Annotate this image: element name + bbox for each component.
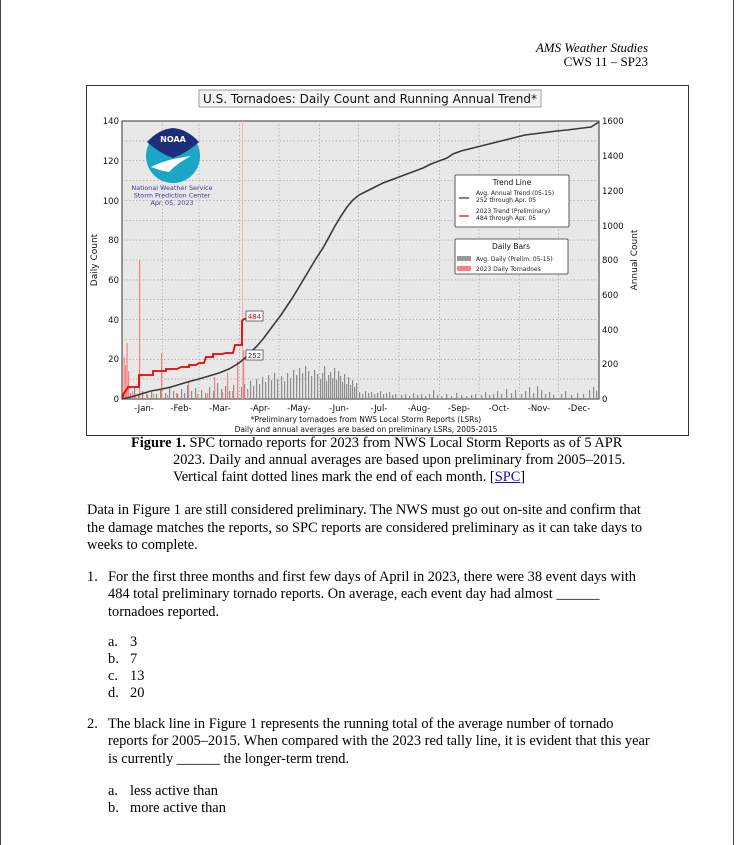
svg-text:-Mar-: -Mar- [209,404,231,414]
svg-text:60: 60 [108,276,119,286]
svg-text:200: 200 [602,360,619,370]
annot-black-text: 252 [247,352,262,360]
question-1-text: For the first three months and first few days of April in 2023, there were 38 event days with 484 total preliminary tornado reports. On average, each event day had almost ______ tornadoes reported. [108,569,636,620]
logo-line-2: Storm Prediction Center [133,191,211,200]
option-letter: a. [108,634,118,650]
svg-text:-Aug-: -Aug- [407,404,431,414]
svg-text:-Jun-: -Jun- [329,404,349,414]
option-text: 20 [130,685,145,701]
noaa-logo-icon [146,128,200,183]
q1-option-a [108,634,144,651]
legend-daily-bars [455,239,568,274]
spc-link[interactable]: SPC [494,469,521,485]
figure-caption [131,435,661,486]
svg-text:-Nov-: -Nov- [527,404,551,414]
question-2 [87,716,657,768]
legend-2023-line2: 484 through Apr. 05 [476,215,537,222]
header-course-code: CWS 11 – SP23 [563,54,648,69]
legend-avg-line2: 252 through Apr. 05 [476,197,537,204]
option-text: 3 [130,634,138,650]
caption-text-first: SPC tornado reports for 2023 from NWS Local Storm Reports as of 5 APR [185,435,623,451]
option-letter: b. [108,800,119,816]
figure-1-chart [86,85,689,436]
q1-option-c [108,668,144,685]
legend-2023-daily: 2023 Daily Tornadoes [476,266,541,273]
svg-text:0: 0 [113,395,119,405]
svg-text:120: 120 [102,157,119,167]
intro-paragraph: Data in Figure 1 are still considered preliminary. The NWS must go out on-site and confirm that the damage matches the reports, so SPC reports are considered preliminary as it can take days to weeks to complete. [87,502,643,553]
legend-bars-title: Daily Bars [491,242,531,251]
annot-red-text: 484 [247,313,262,321]
svg-text:1400: 1400 [602,152,624,162]
legend-trend-title: Trend Line [492,178,532,187]
legend-avg-daily: Avg. Daily (Prelim. 05-15) [476,256,553,263]
svg-text:100: 100 [102,197,119,207]
caption-text-end: ] [520,469,526,485]
question-1-number: 1. [87,569,98,585]
q2-option-b [108,800,226,817]
svg-text:-Sep-: -Sep- [447,404,471,414]
svg-text:-Feb-: -Feb- [170,404,192,414]
question-1 [87,569,657,621]
document-header [536,41,648,69]
svg-text:-Dec-: -Dec- [567,404,591,414]
svg-text:-Jan-: -Jan- [134,404,154,414]
annot-black-box [246,350,263,360]
caption-text-rest: 2023. Daily and annual averages are based upon preliminary from 2005–2015. Vertical faint dotted lines mark the end of each month. [ [173,452,626,485]
svg-text:600: 600 [602,291,619,301]
svg-text:20: 20 [108,355,119,365]
q1-option-d [108,685,144,702]
svg-text:1000: 1000 [602,222,624,232]
logo-line-3: Apr. 05, 2023 [150,199,194,207]
option-letter: b. [108,651,119,667]
svg-text:140: 140 [102,117,119,127]
svg-text:0: 0 [602,395,608,405]
left-axis-ticks [103,117,119,405]
left-axis-label: Daily Count [90,233,100,287]
page-border-right [733,0,734,845]
logo-line-1: National Weather Service [131,184,213,192]
q1-option-b [108,651,144,668]
right-axis-label: Annual Count [630,229,640,291]
right-axis-ticks [602,117,624,405]
option-text: 7 [130,651,138,667]
svg-text:1600: 1600 [602,117,624,127]
svg-text:40: 40 [108,316,119,326]
option-text: less active than [130,783,218,799]
svg-text:80: 80 [108,236,119,246]
svg-text:-Jul-: -Jul- [370,404,388,414]
month-labels [134,404,590,414]
question-2-options [108,783,226,817]
question-2-number: 2. [87,716,98,732]
caption-label: Figure 1. [131,435,186,451]
chart-canvas [87,86,688,435]
noaa-logo-text: NOAA [160,135,186,144]
option-letter: d. [108,685,119,701]
question-1-options [108,634,144,702]
svg-text:400: 400 [602,326,619,336]
annot-red-box [246,311,263,321]
option-letter: a. [108,783,118,799]
svg-text:800: 800 [602,256,619,266]
legend-avg-line1: Avg. Annual Trend (05-15) [476,190,555,197]
svg-text:-May-: -May- [287,404,311,414]
option-text: 13 [130,668,145,684]
page-border-left [0,0,1,845]
chart-footnote-2: Daily and annual averages are based on preliminary LSRs, 2005-2015 [234,425,498,434]
q2-option-a [108,783,226,800]
option-text: more active than [130,800,226,816]
svg-text:-Apr-: -Apr- [249,404,271,414]
svg-text:1200: 1200 [602,187,624,197]
header-course-name: AMS Weather Studies [535,40,648,55]
option-letter: c. [108,668,118,684]
legend-trend-line [455,175,569,227]
svg-text:-Oct-: -Oct- [488,404,510,414]
chart-footnote-1: *Preliminary tornadoes from NWS Local Storm Reports (LSRs) [250,415,482,424]
chart-title: U.S. Tornadoes: Daily Count and Running Annual Trend* [203,92,537,106]
legend-2023-line1: 2023 Trend (Preliminary) [476,208,551,215]
question-2-text: The black line in Figure 1 represents the running total of the average number of tornado reports for 2005–2015. When compared with the 2023 red tally line, it is evident that this year is currently ______ the longer-term trend. [108,716,650,767]
